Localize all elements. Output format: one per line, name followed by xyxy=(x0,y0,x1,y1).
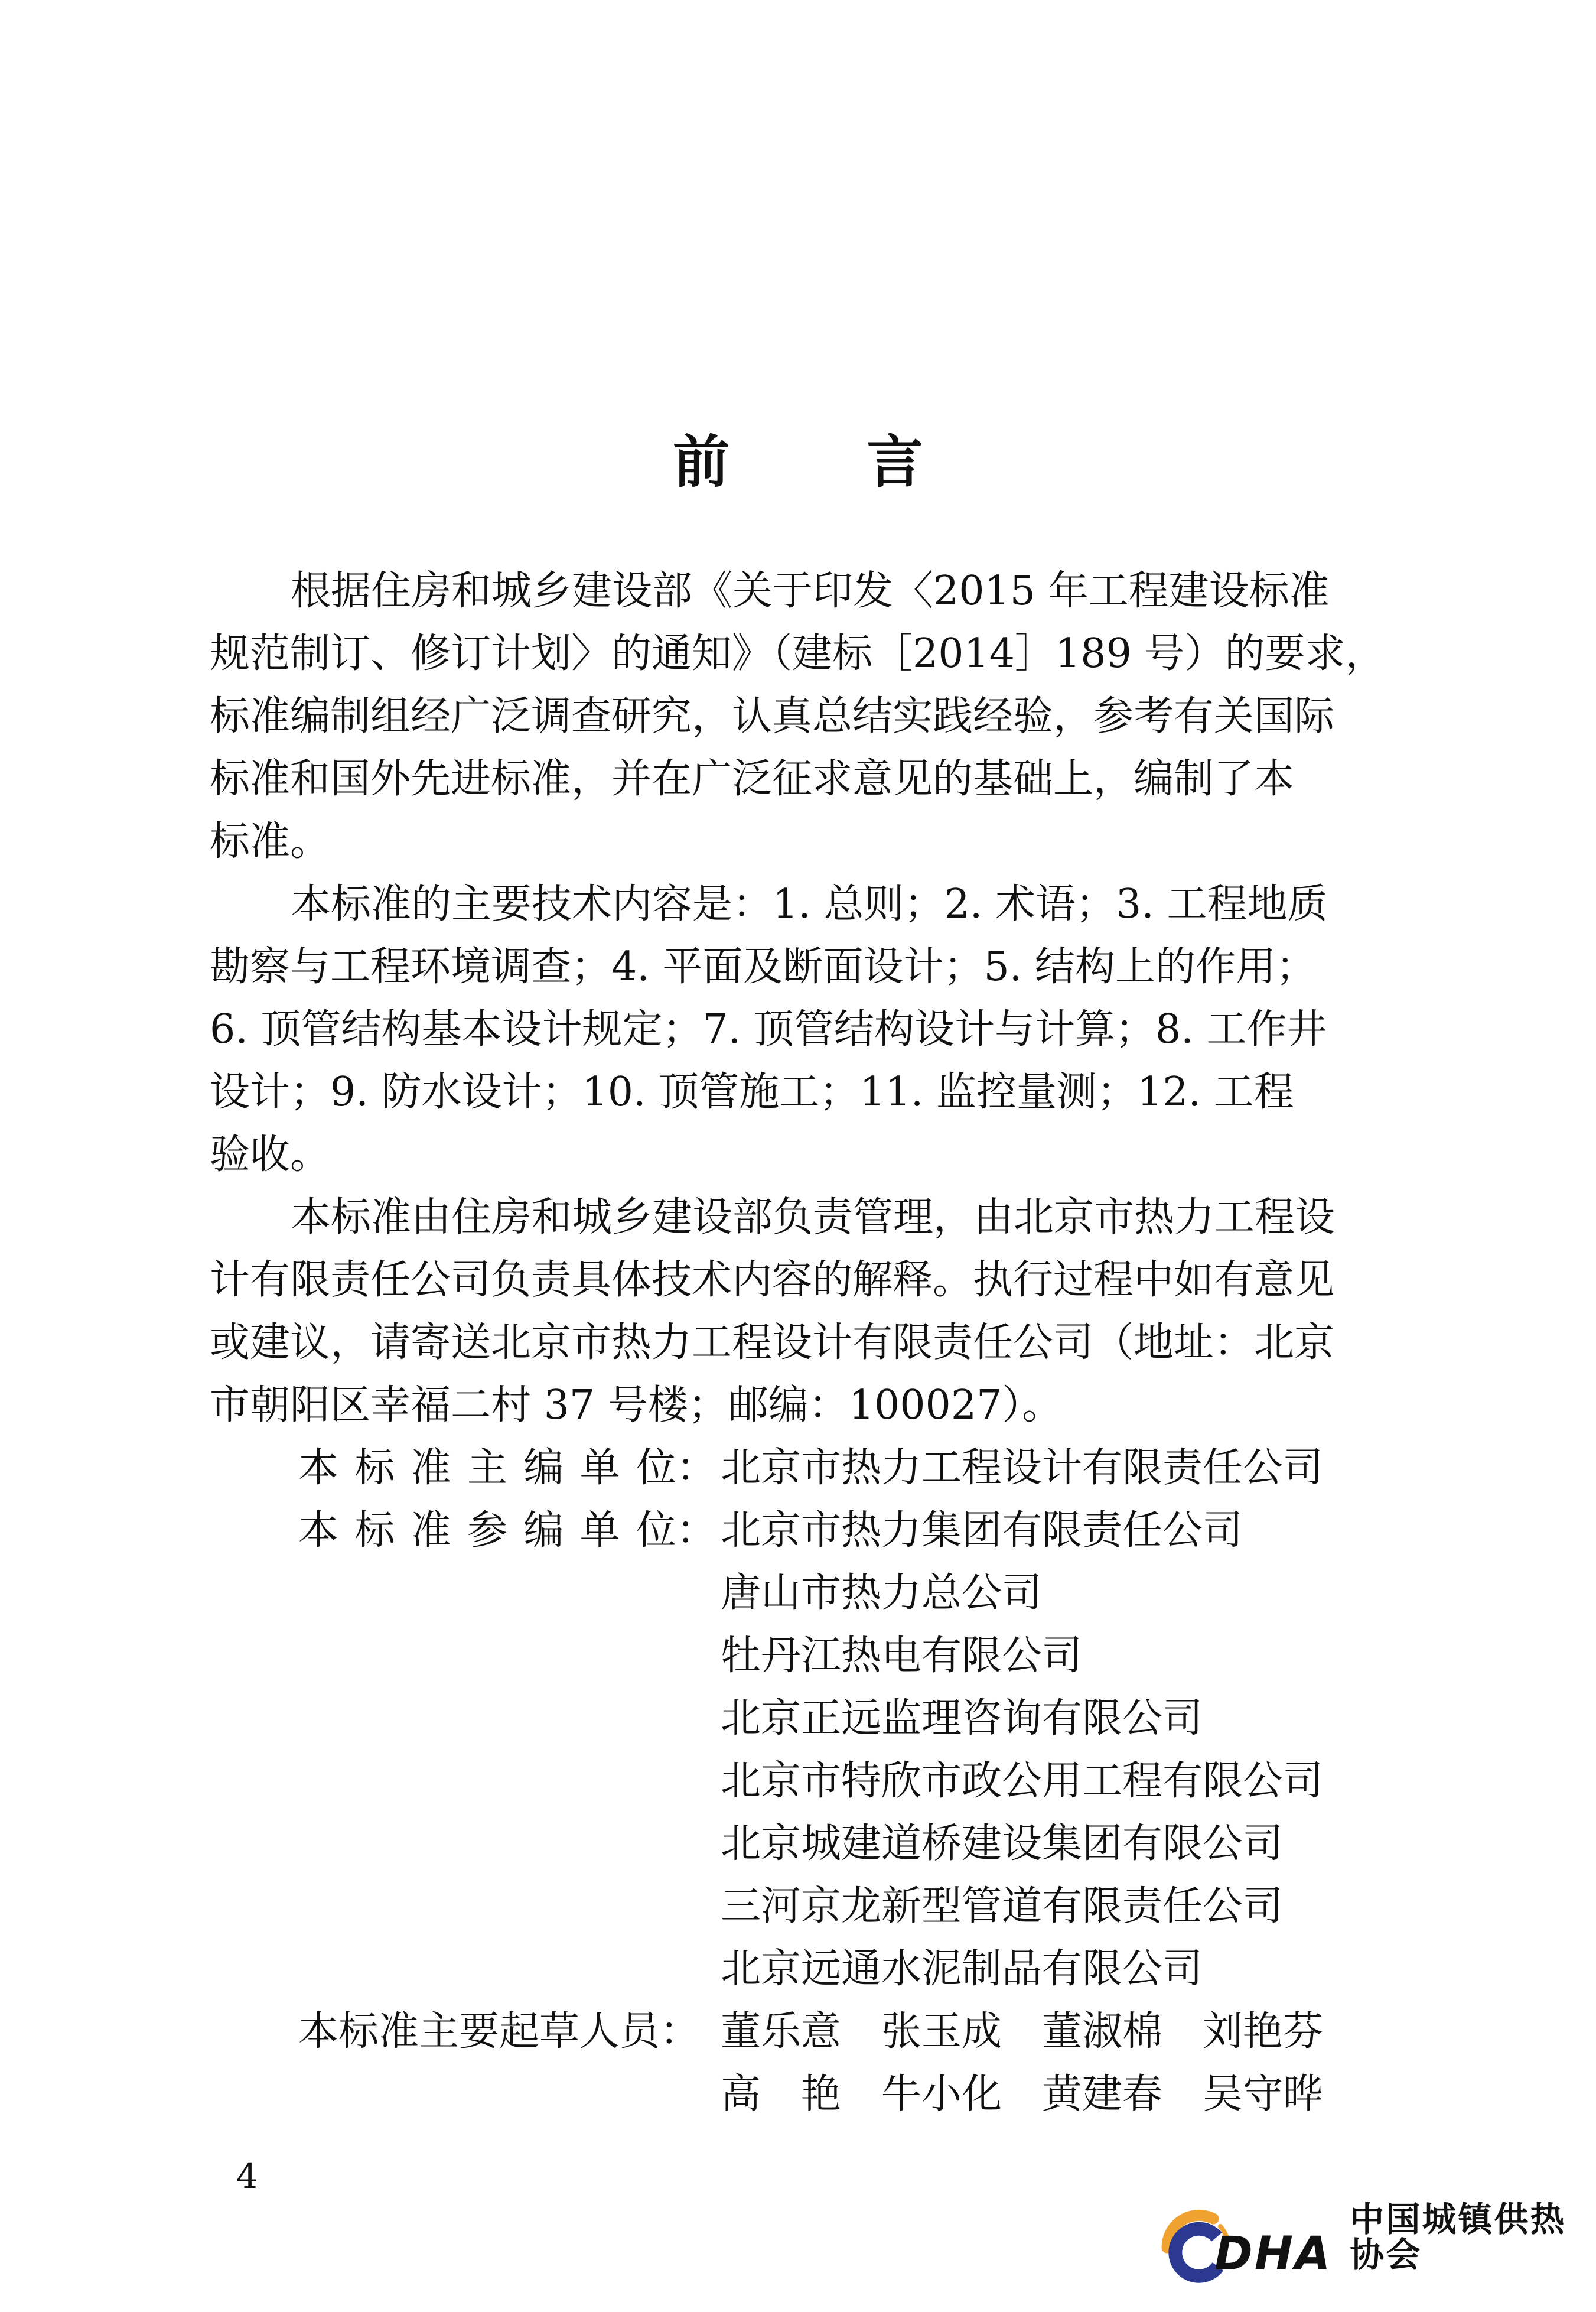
line-value: 北京市热力工程设计有限责任公司 xyxy=(721,1445,1324,1491)
line-label-colon: ： xyxy=(676,1445,717,1491)
text-line: 标准。 xyxy=(210,818,331,865)
line-label: 本标准主要起草人员 xyxy=(298,2008,660,2055)
page-title xyxy=(0,428,1596,496)
line-label-column xyxy=(210,1437,721,1500)
text-line: 北京正远监理咨询有限公司 xyxy=(721,1695,1203,1742)
line-label-colon: ： xyxy=(660,2008,701,2055)
body-text xyxy=(210,560,1415,2126)
page-number: 4 xyxy=(236,2156,258,2196)
text-line: 北京市特欣市政公用工程有限公司 xyxy=(721,1758,1324,1804)
text-line: 高 艳 牛小化 黄建春 吴守晔 xyxy=(721,2071,1324,2118)
text-line: 三河京龙新型管道有限责任公司 xyxy=(721,1883,1284,1930)
text-line: 设计；9. 防水设计；10. 顶管施工；11. 监控量测；12. 工程 xyxy=(210,1069,1294,1116)
text-line: 或建议，请寄送北京市热力工程设计有限责任公司（地址：北京 xyxy=(210,1319,1335,1366)
text-line xyxy=(210,2001,1415,2063)
logo-org-name: 中国城镇供热协会 xyxy=(1350,2199,1566,2275)
line-value: 董乐意 张玉成 董淑棉 刘艳芬 xyxy=(721,2008,1324,2055)
text-line: 北京城建道桥建设集团有限公司 xyxy=(721,1820,1284,1867)
text-line: 规范制订、修订计划〉的通知》（建标［2014］189 号）的要求， xyxy=(210,630,1386,677)
association-logo xyxy=(1159,2199,1596,2283)
page-title-char-right: 言 xyxy=(867,428,923,496)
text-line: 北京远通水泥制品有限公司 xyxy=(721,1946,1203,1992)
text-line: 验收。 xyxy=(210,1131,331,1178)
line-label: 本标准参编单位 xyxy=(298,1507,676,1554)
line-value: 北京市热力集团有限责任公司 xyxy=(721,1507,1243,1554)
line-label: 本标准主编单位 xyxy=(298,1445,676,1491)
text-line xyxy=(210,1500,1415,1562)
text-line: 唐山市热力总公司 xyxy=(721,1570,1043,1617)
text-line xyxy=(210,1437,1415,1500)
text-line: 市朝阳区幸福二村 37 号楼；邮编：100027）。 xyxy=(210,1382,1063,1429)
text-line: 本标准由住房和城乡建设部负责管理，由北京市热力工程设 xyxy=(291,1194,1336,1241)
text-line: 计有限责任公司负责具体技术内容的解释。执行过程中如有意见 xyxy=(210,1257,1335,1303)
text-line: 6. 顶管结构基本设计规定；7. 顶管结构设计与计算；8. 工作井 xyxy=(210,1006,1327,1053)
line-label-column xyxy=(210,1500,721,1562)
text-line: 牡丹江热电有限公司 xyxy=(721,1633,1083,1679)
page-title-char-left: 前 xyxy=(673,428,729,496)
line-label-column xyxy=(210,2001,721,2063)
logo-acronym: DHA xyxy=(1214,2228,1333,2281)
text-line: 本标准的主要技术内容是：1. 总则；2. 术语；3. 工程地质 xyxy=(291,881,1328,928)
text-line: 标准编制组经广泛调查研究，认真总结实践经验，参考有关国际 xyxy=(210,693,1335,740)
line-label-colon: ： xyxy=(676,1507,717,1554)
text-line: 标准和国外先进标准，并在广泛征求意见的基础上，编制了本 xyxy=(210,756,1295,802)
text-line: 根据住房和城乡建设部《关于印发〈2015 年工程建设标准 xyxy=(291,568,1330,614)
text-line: 勘察与工程环境调查；4. 平面及断面设计；5. 结构上的作用； xyxy=(210,944,1316,990)
